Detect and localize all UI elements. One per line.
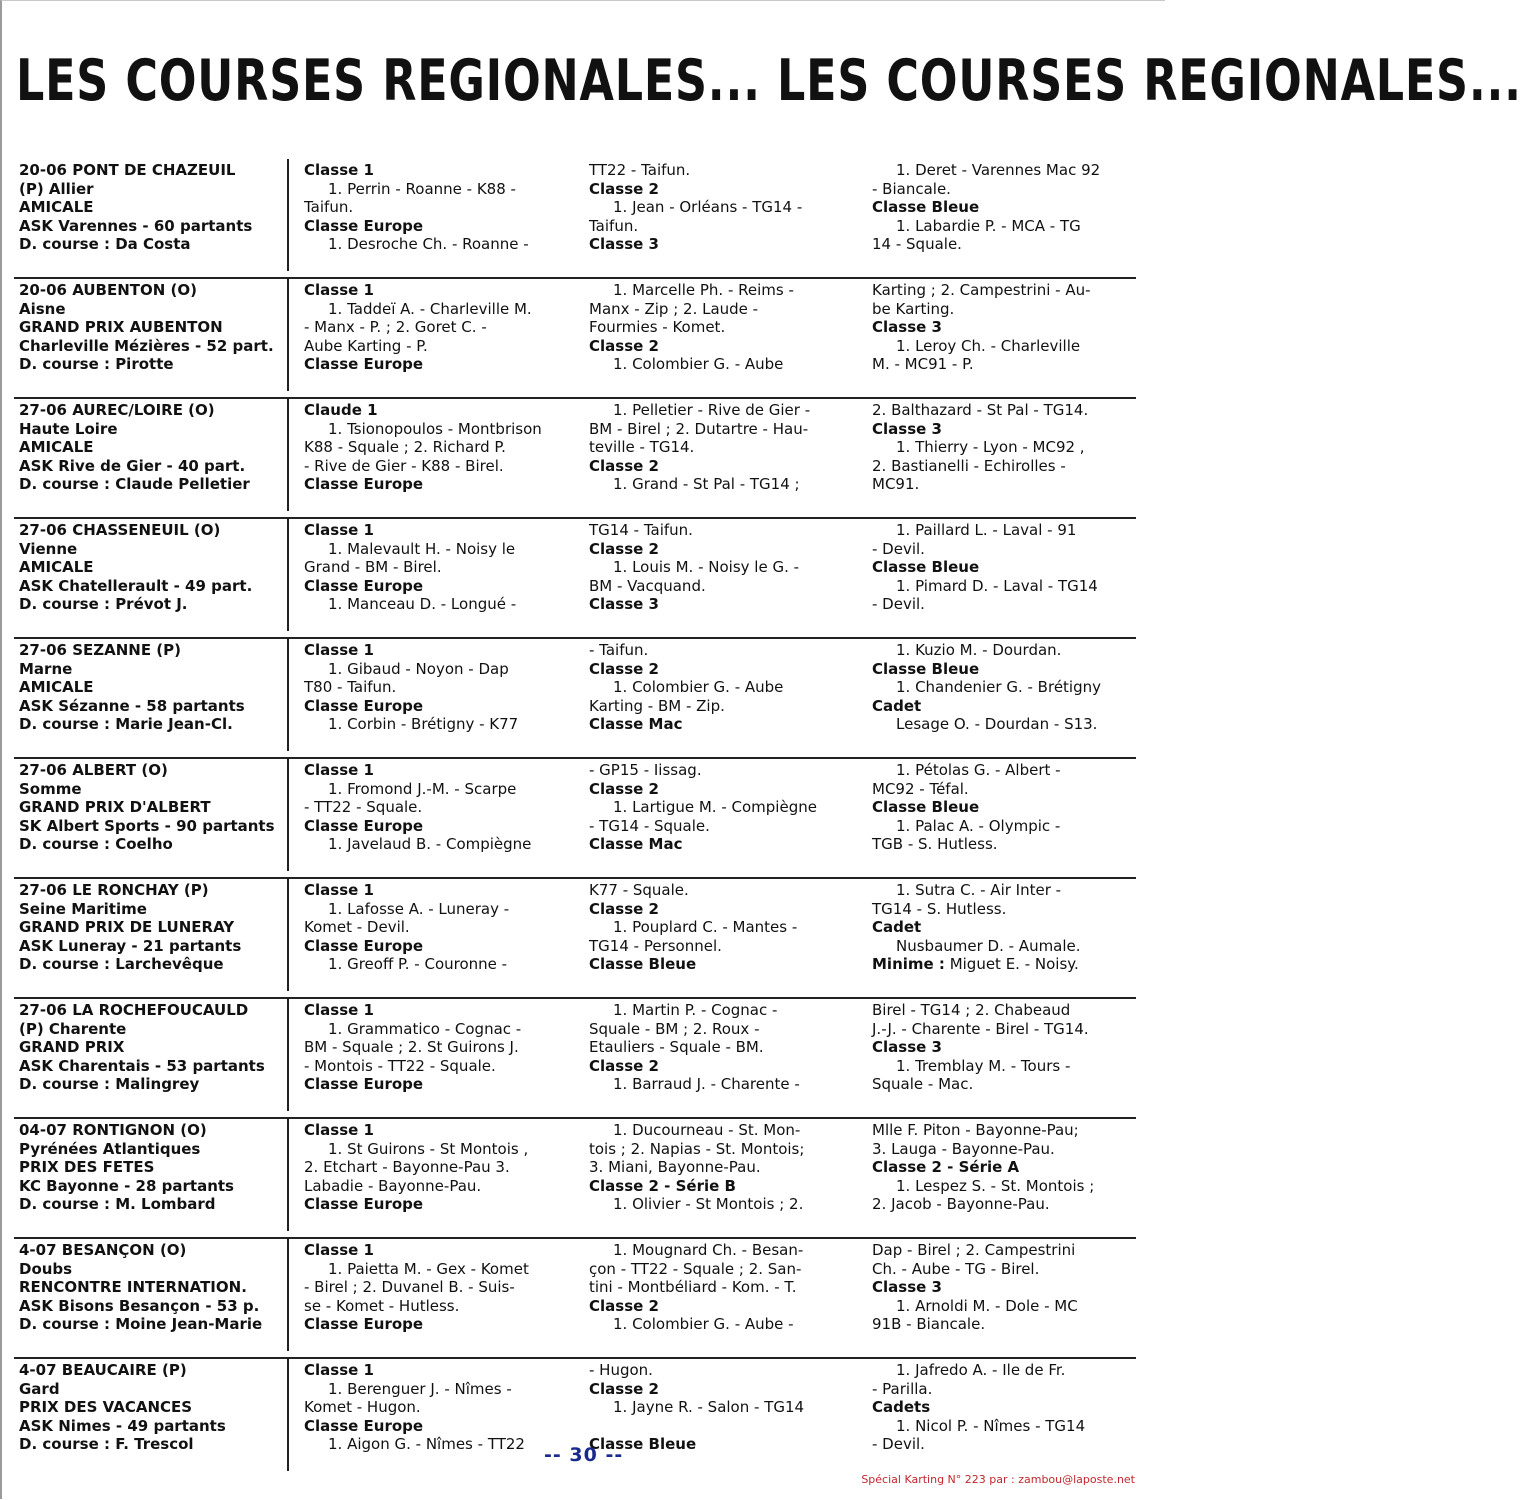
result-line: 1. Fromond J.-M. - Scarpe: [328, 779, 517, 798]
event-info-line: PRIX DES VACANCES: [19, 1398, 193, 1417]
results-column: [589, 161, 847, 254]
result-line: 1. Jean - Orléans - TG14 -: [613, 198, 803, 217]
class-heading: Classe Europe: [304, 1315, 424, 1334]
event-info-line: Charleville Mézières - 52 part.: [19, 336, 274, 355]
result-line: 1. Arnoldi M. - Dole - MC: [896, 1296, 1078, 1315]
page-number: -- 30 --: [544, 1444, 624, 1466]
class-heading: Classe Europe: [304, 216, 424, 235]
result-line: 1. St Guirons - St Montois ,: [328, 1139, 529, 1158]
class-heading: Classe Europe: [304, 1195, 424, 1214]
class-heading: Classe Europe: [304, 576, 424, 595]
class-heading: Classe 3: [589, 235, 659, 254]
event-info-line: D. course : Prévot J.: [19, 595, 188, 614]
result-line: be Karting.: [872, 299, 955, 318]
result-line: TG14 - Personnel.: [589, 936, 722, 955]
event-info-line: D. course : M. Lombard: [19, 1195, 216, 1214]
result-line: 1. Leroy Ch. - Charleville: [896, 336, 1081, 355]
class-heading: Classe 2: [589, 336, 659, 355]
result-line: TG14 - S. Hutless.: [872, 899, 1007, 918]
event-info-line: 27-06 LA ROCHEFOUCAULD: [19, 1001, 249, 1019]
event-info-line: AMICALE: [19, 678, 94, 697]
result-line: BM - Squale ; 2. St Guirons J.: [304, 1038, 519, 1057]
result-line: 1. Paillard L. - Laval - 91: [896, 521, 1077, 539]
results-column: [872, 761, 1134, 854]
class-heading: Classe Bleue: [872, 798, 980, 817]
result-line: 1. Jayne R. - Salon - TG14: [613, 1398, 805, 1417]
result-line: 1. Sutra C. - Air Inter -: [896, 881, 1062, 899]
result-line: 1. Deret - Varennes Mac 92: [896, 161, 1101, 179]
column-divider: [287, 279, 289, 391]
event-info-line: Haute Loire: [19, 419, 118, 438]
results-column: [872, 281, 1134, 374]
class-heading: Classe 2 - Série A: [872, 1158, 1020, 1177]
result-line: - Biancale.: [872, 179, 951, 198]
result-line: Komet - Hugon.: [304, 1398, 421, 1417]
results-column: [304, 401, 562, 494]
column-divider: [287, 1359, 289, 1471]
event-info-line: D. course : Malingrey: [19, 1075, 200, 1094]
result-line: se - Komet - Hutless.: [304, 1296, 460, 1315]
class-heading: Classe Europe: [304, 816, 424, 835]
column-divider: [287, 879, 289, 991]
event-info: [19, 1361, 277, 1454]
result-line: Manx - Zip ; 2. Laude -: [589, 299, 759, 318]
event-row: [14, 1239, 1136, 1359]
result-line: 1. Martin P. - Cognac -: [613, 1001, 778, 1019]
column-divider: [287, 1119, 289, 1231]
result-line: - TG14 - Squale.: [589, 816, 710, 835]
result-line: 1. Kuzio M. - Dourdan.: [896, 641, 1062, 659]
column-divider: [287, 1239, 289, 1351]
result-line: - Parilla.: [872, 1379, 933, 1398]
result-line: Taifun.: [589, 216, 639, 235]
results-column: [304, 281, 562, 374]
result-line: 2. Jacob - Bayonne-Pau.: [872, 1195, 1050, 1214]
class-heading: Classe Europe: [304, 475, 424, 494]
result-line: 1. Berenguer J. - Nîmes -: [328, 1379, 512, 1398]
class-heading: Classe Bleue: [589, 1435, 697, 1454]
event-info-line: ASK Rive de Gier - 40 part.: [19, 456, 246, 475]
column-divider: [287, 519, 289, 631]
page-title: LES COURSES REGIONALES... LES COURSES REGIONALES...: [16, 48, 1522, 114]
class-heading: Classe 1: [304, 281, 374, 299]
result-line: 3. Miani, Bayonne-Pau.: [589, 1158, 761, 1177]
result-line: 1. Corbin - Brétigny - K77: [328, 715, 519, 734]
event-info-line: 27-06 LE RONCHAY (P): [19, 881, 209, 899]
result-line: 1. Javelaud B. - Compiègne: [328, 835, 532, 854]
event-info-line: 20-06 AUBENTON (O): [19, 281, 197, 299]
result-line: - Taifun.: [589, 641, 649, 659]
result-line: 1. Colombier G. - Aube: [613, 678, 784, 697]
class-heading: Classe Europe: [304, 936, 424, 955]
event-info-line: D. course : Marie Jean-Cl.: [19, 715, 233, 734]
class-heading: Classe Europe: [304, 1416, 424, 1435]
class-heading: Classe 2: [589, 779, 659, 798]
result-line: çon - TT22 - Squale ; 2. San-: [589, 1259, 802, 1278]
result-line: 1. Perrin - Roanne - K88 -: [328, 179, 516, 198]
results-column: [872, 161, 1134, 254]
event-info: [19, 641, 277, 734]
class-heading: Classe 2: [589, 179, 659, 198]
results-column: [589, 761, 847, 854]
event-info-line: SK Albert Sports - 90 partants: [19, 816, 275, 835]
class-heading: Classe 2: [589, 659, 659, 678]
event-info: [19, 881, 277, 974]
event-info-line: Seine Maritime: [19, 899, 147, 918]
column-divider: [287, 159, 289, 271]
class-heading: Classe 1: [304, 521, 374, 539]
event-info-line: AMICALE: [19, 198, 94, 217]
results-column: [872, 641, 1134, 734]
result-line: 1. Pimard D. - Laval - TG14: [896, 576, 1098, 595]
result-line: 1. Nicol P. - Nîmes - TG14: [896, 1416, 1086, 1435]
results-column: [304, 1241, 562, 1334]
results-column: [589, 281, 847, 374]
class-heading: Classe 1: [304, 1241, 374, 1259]
event-row: [14, 639, 1136, 759]
result-line: TGB - S. Hutless.: [872, 835, 998, 854]
event-info-line: (P) Allier: [19, 179, 94, 198]
events-list: [0, 159, 1165, 1477]
result-line: Aube Karting - P.: [304, 336, 428, 355]
event-info-line: D. course : Da Costa: [19, 235, 191, 254]
result-line: BM - Birel ; 2. Dutartre - Hau-: [589, 419, 809, 438]
result-line: - Hugon.: [589, 1361, 653, 1379]
event-info-line: GRAND PRIX: [19, 1038, 125, 1057]
result-line: tois ; 2. Napias - St. Montois;: [589, 1139, 805, 1158]
result-line: tini - Montbéliard - Kom. - T.: [589, 1278, 797, 1297]
event-row: [14, 159, 1136, 279]
class-heading: Classe 2: [589, 899, 659, 918]
event-info: [19, 161, 277, 254]
result-line: 14 - Squale.: [872, 235, 962, 254]
result-line: 1. Colombier G. - Aube -: [613, 1315, 794, 1334]
result-line: 3. Lauga - Bayonne-Pau.: [872, 1139, 1055, 1158]
result-line: K88 - Squale ; 2. Richard P.: [304, 438, 506, 457]
event-info-line: 27-06 AUREC/LOIRE (O): [19, 401, 215, 419]
result-line: 1. Grand - St Pal - TG14 ;: [613, 475, 800, 494]
event-info: [19, 281, 277, 374]
class-heading: Classe 1: [304, 1001, 374, 1019]
results-column: [589, 881, 847, 974]
event-info-line: RENCONTRE INTERNATION.: [19, 1278, 247, 1297]
class-heading: Classe Europe: [304, 696, 424, 715]
result-line: 1. Louis M. - Noisy le G. -: [613, 558, 800, 577]
class-heading: Classe 1: [304, 161, 374, 179]
result-line: BM - Vacquand.: [589, 576, 706, 595]
event-row: [14, 519, 1136, 639]
class-heading: Cadets: [872, 1398, 931, 1417]
column-divider: [287, 399, 289, 511]
class-heading: Classe Europe: [304, 1075, 424, 1094]
result-line: - Devil.: [872, 1435, 925, 1454]
results-column: [589, 1241, 847, 1334]
result-line: 1. Gibaud - Noyon - Dap: [328, 659, 509, 678]
event-info: [19, 521, 277, 614]
result-line: Taifun.: [304, 198, 354, 217]
class-heading: Classe 3: [872, 1038, 942, 1057]
column-divider: [287, 999, 289, 1111]
results-column: [872, 1001, 1134, 1094]
result-line: 1. Ducourneau - St. Mon-: [613, 1121, 801, 1139]
result-line: 1. Lafosse A. - Luneray -: [328, 899, 510, 918]
result-line: [589, 1417, 847, 1436]
event-info-line: ASK Luneray - 21 partants: [19, 936, 242, 955]
result-line: 2. Etchart - Bayonne-Pau 3.: [304, 1158, 510, 1177]
result-line: - Montois - TT22 - Squale.: [304, 1056, 496, 1075]
event-info-line: Doubs: [19, 1259, 73, 1278]
result-line: 1. Labardie P. - MCA - TG: [896, 216, 1081, 235]
results-column: [872, 521, 1134, 614]
class-heading: Classe Bleue: [872, 198, 980, 217]
result-line: - Rive de Gier - K88 - Birel.: [304, 456, 504, 475]
results-column: [304, 521, 562, 614]
class-heading: Classe 3: [872, 419, 942, 438]
class-heading: Classe Mac: [589, 835, 683, 854]
class-heading: Classe 2: [589, 539, 659, 558]
event-info-line: D. course : Larchevêque: [19, 955, 224, 974]
class-heading: Classe 1: [304, 881, 374, 899]
result-line: 1. Manceau D. - Longué -: [328, 595, 517, 614]
event-info-line: D. course : Moine Jean-Marie: [19, 1315, 263, 1334]
results-column: [589, 641, 847, 734]
class-heading: Classe 2: [589, 1056, 659, 1075]
results-column: [872, 1361, 1134, 1454]
result-line: J.-J. - Charente - Birel - TG14.: [872, 1019, 1089, 1038]
result-line: Squale - BM ; 2. Roux -: [589, 1019, 760, 1038]
event-row: [14, 399, 1136, 519]
event-info: [19, 1001, 277, 1094]
result-line: Karting ; 2. Campestrini - Au-: [872, 281, 1091, 299]
result-line: 1. Tremblay M. - Tours -: [896, 1056, 1071, 1075]
event-info-line: 04-07 RONTIGNON (O): [19, 1121, 207, 1139]
result-line: 1. Mougnard Ch. - Besan-: [613, 1241, 804, 1259]
event-info-line: 4-07 BESANÇON (O): [19, 1241, 187, 1259]
results-column: [304, 1001, 562, 1094]
result-line: - Manx - P. ; 2. Goret C. -: [304, 318, 487, 337]
event-info-line: 27-06 CHASSENEUIL (O): [19, 521, 221, 539]
event-info: [19, 401, 277, 494]
results-column: [304, 1361, 562, 1454]
result-line: - GP15 - Iissag.: [589, 761, 702, 779]
result-line: Dap - Birel ; 2. Campestrini: [872, 1241, 1076, 1259]
result-line: Birel - TG14 ; 2. Chabeaud: [872, 1001, 1071, 1019]
event-info-line: Marne: [19, 659, 73, 678]
result-line: Nusbaumer D. - Aumale.: [896, 936, 1081, 955]
column-divider: [287, 639, 289, 751]
event-info-line: KC Bayonne - 28 partants: [19, 1176, 234, 1195]
event-info: [19, 761, 277, 854]
class-heading: Classe 1: [304, 1361, 374, 1379]
event-info-line: D. course : Claude Pelletier: [19, 475, 250, 494]
result-line: 2. Balthazard - St Pal - TG14.: [872, 401, 1089, 419]
result-line: 1. Desroche Ch. - Roanne -: [328, 235, 529, 254]
class-heading: Classe 1: [304, 641, 374, 659]
class-heading: Classe 2 - Série B: [589, 1176, 736, 1195]
result-line: Labadie - Bayonne-Pau.: [304, 1176, 482, 1195]
event-row: [14, 279, 1136, 399]
class-heading: Classe Mac: [589, 715, 683, 734]
result-line: MC92 - Téfal.: [872, 779, 969, 798]
event-info-line: Somme: [19, 779, 82, 798]
result-line: Etauliers - Squale - BM.: [589, 1038, 764, 1057]
event-info-line: 4-07 BEAUCAIRE (P): [19, 1361, 187, 1379]
event-info-line: ASK Bisons Besançon - 53 p.: [19, 1296, 260, 1315]
results-column: [872, 401, 1134, 494]
event-info-line: Gard: [19, 1379, 60, 1398]
result-line: MC91.: [872, 475, 920, 494]
result-line: 1. Malevault H. - Noisy le: [328, 539, 516, 558]
result-line: 1. Pelletier - Rive de Gier -: [613, 401, 811, 419]
event-info-line: Pyrénées Atlantiques: [19, 1139, 201, 1158]
result-line: 1. Lartigue M. - Compiègne: [613, 798, 817, 817]
result-line: 91B - Biancale.: [872, 1315, 986, 1334]
event-info-line: ASK Varennes - 60 partants: [19, 216, 253, 235]
event-info-line: (P) Charente: [19, 1019, 127, 1038]
result-line: 1. Jafredo A. - Ile de Fr.: [896, 1361, 1066, 1379]
result-line: Komet - Devil.: [304, 918, 410, 937]
result-line: 1. Taddeï A. - Charleville M.: [328, 299, 532, 318]
results-column: [589, 1361, 847, 1454]
result-line: T80 - Taifun.: [304, 678, 397, 697]
result-line: 1. Greoff P. - Couronne -: [328, 955, 508, 974]
result-line: 1. Barraud J. - Charente -: [613, 1075, 800, 1094]
event-info-line: AMICALE: [19, 558, 94, 577]
result-line: 1. Olivier - St Montois ; 2.: [613, 1195, 804, 1214]
result-line: Minime : Miguet E. - Noisy.: [872, 955, 1079, 974]
result-line: 1. Grammatico - Cognac -: [328, 1019, 522, 1038]
event-info-line: ASK Charentais - 53 partants: [19, 1056, 265, 1075]
results-column: [589, 521, 847, 614]
result-line: Grand - BM - Birel.: [304, 558, 442, 577]
result-line: 1. Pétolas G. - Albert -: [896, 761, 1061, 779]
event-info-line: D. course : Pirotte: [19, 355, 174, 374]
results-column: [589, 401, 847, 494]
event-info-line: AMICALE: [19, 438, 94, 457]
class-heading: Classe Bleue: [589, 955, 697, 974]
class-heading: Classe 3: [872, 1278, 942, 1297]
results-column: [304, 641, 562, 734]
event-info-line: GRAND PRIX D'ALBERT: [19, 798, 211, 817]
class-heading: Classe 1: [304, 1121, 374, 1139]
event-info-line: ASK Chatellerault - 49 part.: [19, 576, 253, 595]
class-heading: Claude 1: [304, 401, 378, 419]
class-heading: Classe Bleue: [872, 659, 980, 678]
event-info-line: GRAND PRIX DE LUNERAY: [19, 918, 235, 937]
event-info-line: D. course : Coelho: [19, 835, 173, 854]
result-line: Lesage O. - Dourdan - S13.: [896, 715, 1098, 734]
class-heading: Cadet: [872, 918, 922, 937]
results-column: [589, 1001, 847, 1094]
result-line: 1. Tsionopoulos - Montbrison: [328, 419, 542, 438]
event-info: [19, 1241, 277, 1334]
result-line: - TT22 - Squale.: [304, 798, 423, 817]
result-line: K77 - Squale.: [589, 881, 689, 899]
credit-line: Spécial Karting N° 223 par : zambou@laposte.net: [861, 1473, 1135, 1486]
class-heading: Classe 3: [872, 318, 942, 337]
event-info-line: 20-06 PONT DE CHAZEUIL: [19, 161, 236, 179]
result-line: Squale - Mac.: [872, 1075, 974, 1094]
result-line: Fourmies - Komet.: [589, 318, 726, 337]
result-line: 1. Pouplard C. - Mantes -: [613, 918, 798, 937]
results-column: [304, 161, 562, 254]
results-column: [872, 1121, 1134, 1214]
result-line: 1. Colombier G. - Aube: [613, 355, 784, 374]
class-heading: Classe Bleue: [872, 558, 980, 577]
class-heading: Classe 2: [589, 456, 659, 475]
class-heading: Classe 1: [304, 761, 374, 779]
event-info-line: Vienne: [19, 539, 78, 558]
result-line: TT22 - Taifun.: [589, 161, 691, 179]
event-row: [14, 999, 1136, 1119]
result-line: TG14 - Taifun.: [589, 521, 693, 539]
result-line: 1. Palac A. - Olympic -: [896, 816, 1061, 835]
event-info: [19, 1121, 277, 1214]
result-line: 1. Paietta M. - Gex - Komet: [328, 1259, 529, 1278]
result-line: 1. Chandenier G. - Brétigny: [896, 678, 1101, 697]
class-heading: Classe 3: [589, 595, 659, 614]
event-info-line: PRIX DES FETES: [19, 1158, 155, 1177]
result-line: M. - MC91 - P.: [872, 355, 974, 374]
column-divider: [287, 759, 289, 871]
result-line: - Devil.: [872, 539, 925, 558]
result-line: Ch. - Aube - TG - Birel.: [872, 1259, 1040, 1278]
result-line: - Birel ; 2. Duvanel B. - Suis-: [304, 1278, 515, 1297]
results-column: [872, 1241, 1134, 1334]
result-line: Mlle F. Piton - Bayonne-Pau;: [872, 1121, 1079, 1139]
result-line: - Devil.: [872, 595, 925, 614]
event-row: [14, 879, 1136, 999]
event-info-line: GRAND PRIX AUBENTON: [19, 318, 223, 337]
event-info-line: ASK Nimes - 49 partants: [19, 1416, 226, 1435]
event-row: [14, 759, 1136, 879]
result-line: teville - TG14.: [589, 438, 695, 457]
event-info-line: 27-06 SEZANNE (P): [19, 641, 182, 659]
class-heading: Minime :: [872, 955, 945, 974]
event-info-line: D. course : F. Trescol: [19, 1435, 194, 1454]
event-row: [14, 1119, 1136, 1239]
results-column: [304, 761, 562, 854]
result-line: 1. Marcelle Ph. - Reims -: [613, 281, 794, 299]
results-column: [872, 881, 1134, 974]
class-heading: Classe Europe: [304, 355, 424, 374]
results-column: [304, 1121, 562, 1214]
results-column: [304, 881, 562, 974]
result-line: 1. Lespez S. - St. Montois ;: [896, 1176, 1095, 1195]
results-column: [589, 1121, 847, 1214]
result-line: 1. Aigon G. - Nîmes - TT22: [328, 1435, 525, 1454]
result-line: 2. Bastianelli - Echirolles -: [872, 456, 1066, 475]
event-info-line: Aisne: [19, 299, 66, 318]
event-info-line: 27-06 ALBERT (O): [19, 761, 168, 779]
result-line: 1. Thierry - Lyon - MC92 ,: [896, 438, 1085, 457]
class-heading: Classe 2: [589, 1296, 659, 1315]
result-line: Karting - BM - Zip.: [589, 696, 725, 715]
event-info-line: ASK Sézanne - 58 partants: [19, 696, 245, 715]
class-heading: Classe 2: [589, 1379, 659, 1398]
class-heading: Cadet: [872, 696, 922, 715]
